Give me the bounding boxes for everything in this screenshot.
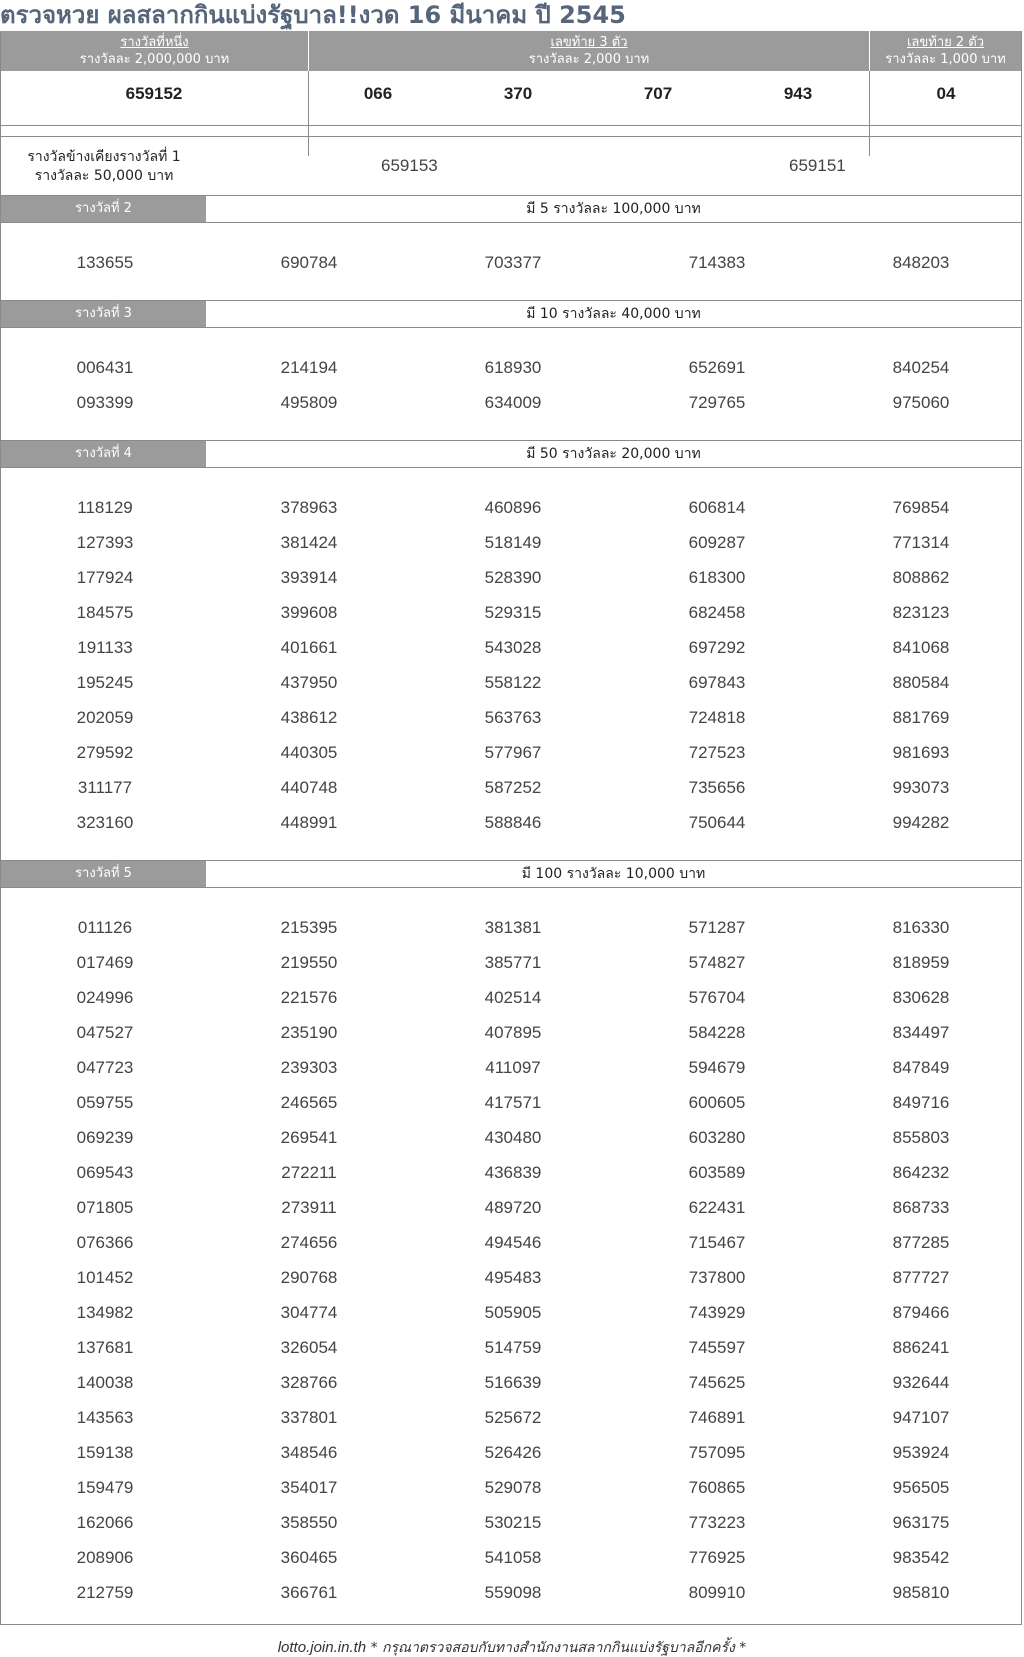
prize-number: 528390 <box>484 568 542 587</box>
prize-number: 932644 <box>892 1373 950 1392</box>
prize-number: 697292 <box>688 638 746 657</box>
table-row <box>1 953 1021 988</box>
prize-number: 881769 <box>892 708 950 727</box>
prize-number: 855803 <box>892 1128 950 1147</box>
prize-number: 587252 <box>484 778 542 797</box>
prize-number: 529078 <box>484 1478 542 1497</box>
prize-number: 279592 <box>76 743 134 762</box>
prize-number: 563763 <box>484 708 542 727</box>
prize-number: 773223 <box>688 1513 746 1532</box>
table-row <box>1 743 1021 778</box>
last3-label[interactable]: เลขท้าย 3 ตัว <box>550 35 628 50</box>
prize-number: 886241 <box>892 1338 950 1357</box>
first-prize-label[interactable]: รางวัลที่หนึ่ง <box>120 35 189 50</box>
table-row <box>1 253 1021 288</box>
prize-number: 588846 <box>484 813 542 832</box>
prize-number: 618300 <box>688 568 746 587</box>
prize-number: 366761 <box>280 1583 338 1602</box>
footer <box>0 1637 1024 1657</box>
last3-number: 066 <box>363 84 393 103</box>
first-prize-header <box>1 31 308 71</box>
prize-number: 737800 <box>688 1268 746 1287</box>
prize-number: 348546 <box>280 1443 338 1462</box>
prize-number: 745625 <box>688 1373 746 1392</box>
prize-number: 290768 <box>280 1268 338 1287</box>
prize-number: 393914 <box>280 568 338 587</box>
table-row <box>1 1443 1021 1478</box>
last2-amount: รางวัลละ 1,000 บาท <box>885 52 1006 67</box>
prize2-header <box>1 195 1021 223</box>
prize-number: 879466 <box>892 1303 950 1322</box>
table-row <box>1 1268 1021 1303</box>
prize-number: 743929 <box>688 1303 746 1322</box>
table-row <box>1 813 1021 848</box>
prize2-desc: มี 5 รางวัลละ 100,000 บาท <box>526 201 701 217</box>
prize-number: 069543 <box>76 1163 134 1182</box>
divider <box>308 71 309 156</box>
prize-number: 530215 <box>484 1513 542 1532</box>
prize-number: 438612 <box>280 708 338 727</box>
prize-number: 134982 <box>76 1303 134 1322</box>
prize-number: 440748 <box>280 778 338 797</box>
prize-number: 212759 <box>76 1583 134 1602</box>
table-row <box>1 638 1021 673</box>
prize-number: 399608 <box>280 603 338 622</box>
prize-number: 214194 <box>280 358 338 377</box>
last2-number: 04 <box>936 84 956 103</box>
prize-number: 436839 <box>484 1163 542 1182</box>
table-row <box>1 1093 1021 1128</box>
prize-number: 024996 <box>76 988 134 1007</box>
table-row <box>1 1198 1021 1233</box>
prize-number: 516639 <box>484 1373 542 1392</box>
divider <box>1 125 1021 126</box>
prize-number: 381381 <box>484 918 542 937</box>
prize-number: 994282 <box>892 813 950 832</box>
prize-number: 208906 <box>76 1548 134 1567</box>
prize-number: 735656 <box>688 778 746 797</box>
prize-number: 577967 <box>484 743 542 762</box>
prize-number: 354017 <box>280 1478 338 1497</box>
near-first-number: 659151 <box>789 156 846 175</box>
prize-number: 559098 <box>484 1583 542 1602</box>
prize-number: 864232 <box>892 1163 950 1182</box>
prize-number: 541058 <box>484 1548 542 1567</box>
prize-number: 059755 <box>76 1093 134 1112</box>
prize-number: 956505 <box>892 1478 950 1497</box>
prize-number: 239303 <box>280 1058 338 1077</box>
prize-number: 823123 <box>892 603 950 622</box>
prize5-header <box>1 860 1021 888</box>
prize-number: 489720 <box>484 1198 542 1217</box>
table-row <box>1 673 1021 708</box>
page-title: ตรวจหวย ผลสลากกินแบ่งรัฐบาล!!งวด 16 มีนาคม ปี 2545 <box>0 1 626 29</box>
prize-number: 047527 <box>76 1023 134 1042</box>
prize-number: 101452 <box>76 1268 134 1287</box>
prize-number: 417571 <box>484 1093 542 1112</box>
table-row <box>1 1163 1021 1198</box>
prize-number: 576704 <box>688 988 746 1007</box>
prize-number: 017469 <box>76 953 134 972</box>
prize2-label: รางวัลที่ 2 <box>1 196 206 222</box>
results-table <box>0 31 1022 1625</box>
prize-number: 495483 <box>484 1268 542 1287</box>
prize-number: 750644 <box>688 813 746 832</box>
prize-number: 273911 <box>281 1198 337 1217</box>
prize-number: 652691 <box>688 358 746 377</box>
prize-number: 411097 <box>485 1058 541 1077</box>
prize-number: 543028 <box>484 638 542 657</box>
prize-number: 518149 <box>484 533 542 552</box>
table-row <box>1 393 1021 428</box>
table-row <box>1 568 1021 603</box>
prize4-desc: มี 50 รางวัลละ 20,000 บาท <box>526 446 701 462</box>
prize-number: 378963 <box>280 498 338 517</box>
prize-number: 385771 <box>484 953 542 972</box>
prize-number: 323160 <box>76 813 134 832</box>
prize-number: 246565 <box>280 1093 338 1112</box>
prize-number: 609287 <box>688 533 746 552</box>
prize5-grid <box>1 918 1021 1618</box>
prize-number: 622431 <box>688 1198 746 1217</box>
prize-number: 076366 <box>76 1233 134 1252</box>
prize-number: 834497 <box>892 1023 950 1042</box>
table-row <box>1 1023 1021 1058</box>
first-prize-amount: รางวัลละ 2,000,000 บาท <box>79 52 230 67</box>
prize-number: 526426 <box>484 1443 542 1462</box>
divider <box>869 71 870 156</box>
prize-number: 848203 <box>892 253 950 272</box>
prize-number: 606814 <box>688 498 746 517</box>
prize-number: 529315 <box>484 603 542 622</box>
prize-number: 841068 <box>892 638 950 657</box>
prize-number: 269541 <box>280 1128 338 1147</box>
prize-number: 118129 <box>77 498 133 517</box>
table-row <box>1 1338 1021 1373</box>
prize-number: 525672 <box>484 1408 542 1427</box>
prize4-grid <box>1 498 1021 848</box>
prize4-header <box>1 440 1021 468</box>
prize3-header <box>1 300 1021 328</box>
prize-number: 690784 <box>280 253 338 272</box>
prize-number: 571287 <box>688 918 746 937</box>
table-row <box>1 1548 1021 1583</box>
prize-number: 069239 <box>76 1128 134 1147</box>
prize-number: 407895 <box>484 1023 542 1042</box>
first-prize-number: 659152 <box>125 84 183 103</box>
prize-number: 729765 <box>688 393 746 412</box>
table-row <box>1 1233 1021 1268</box>
prize-number: 401661 <box>280 638 338 657</box>
last2-header <box>870 31 1021 71</box>
prize-number: 272211 <box>281 1163 337 1182</box>
prize-number: 715467 <box>688 1233 746 1252</box>
last3-number: 943 <box>783 84 813 103</box>
prize-number: 381424 <box>280 533 338 552</box>
prize-number: 430480 <box>484 1128 542 1147</box>
table-row <box>1 1478 1021 1513</box>
prize-number: 440305 <box>280 743 338 762</box>
prize-number: 360465 <box>280 1548 338 1567</box>
prize5-label: รางวัลที่ 5 <box>1 861 206 887</box>
prize-number: 505905 <box>484 1303 542 1322</box>
prize-number: 337801 <box>280 1408 338 1427</box>
prize-number: 618930 <box>484 358 542 377</box>
prize-number: 985810 <box>892 1583 950 1602</box>
prize-number: 703377 <box>484 253 542 272</box>
last3-header <box>309 31 869 71</box>
prize-number: 769854 <box>892 498 950 517</box>
near-first-title: รางวัลข้างเคียงรางวัลที่ 1 <box>27 149 181 165</box>
table-row <box>1 1583 1021 1618</box>
prize-number: 127393 <box>76 533 134 552</box>
prize-number: 682458 <box>688 603 746 622</box>
prize-number: 877727 <box>892 1268 950 1287</box>
table-row <box>1 918 1021 953</box>
prize-number: 202059 <box>76 708 134 727</box>
prize5-desc: มี 100 รางวัลละ 10,000 บาท <box>521 866 706 882</box>
prize-number: 697843 <box>688 673 746 692</box>
last3-number: 707 <box>643 84 673 103</box>
prize-number: 328766 <box>280 1373 338 1392</box>
table-row <box>1 603 1021 638</box>
footer-site-link[interactable]: lotto.join.in.th <box>277 1639 367 1656</box>
prize-number: 868733 <box>892 1198 950 1217</box>
prize-number: 071805 <box>76 1198 134 1217</box>
prize-number: 849716 <box>892 1093 950 1112</box>
prize3-grid <box>1 358 1021 428</box>
table-row <box>1 1408 1021 1443</box>
prize-number: 963175 <box>892 1513 950 1532</box>
prize-number: 011126 <box>77 918 133 937</box>
prize-number: 215395 <box>280 918 338 937</box>
prize-number: 221576 <box>280 988 338 1007</box>
prize-number: 133655 <box>76 253 134 272</box>
prize-number: 840254 <box>892 358 950 377</box>
prize-number: 947107 <box>892 1408 950 1427</box>
prize-number: 137681 <box>76 1338 134 1357</box>
table-row <box>1 708 1021 743</box>
prize-number: 594679 <box>688 1058 746 1077</box>
table-row <box>1 498 1021 533</box>
prize-number: 574827 <box>688 953 746 972</box>
prize-number: 746891 <box>688 1408 746 1427</box>
prize-number: 093399 <box>76 393 134 412</box>
prize-number: 460896 <box>484 498 542 517</box>
prize4-label: รางวัลที่ 4 <box>1 441 206 467</box>
prize-number: 975060 <box>892 393 950 412</box>
prize-number: 162066 <box>76 1513 134 1532</box>
prize-number: 311177 <box>77 778 133 797</box>
prize2-grid <box>1 253 1021 288</box>
last2-label[interactable]: เลขท้าย 2 ตัว <box>906 35 985 50</box>
prize-number: 603589 <box>688 1163 746 1182</box>
prize-number: 830628 <box>892 988 950 1007</box>
prize-number: 600605 <box>688 1093 746 1112</box>
prize-number: 880584 <box>892 673 950 692</box>
prize-number: 877285 <box>892 1233 950 1252</box>
prize-number: 809910 <box>688 1583 746 1602</box>
prize-number: 603280 <box>688 1128 746 1147</box>
prize-number: 816330 <box>892 918 950 937</box>
last3-amount: รางวัลละ 2,000 บาท <box>528 52 650 67</box>
prize-number: 159479 <box>76 1478 134 1497</box>
prize-number: 006431 <box>76 358 134 377</box>
prize-number: 847849 <box>892 1058 950 1077</box>
prize-number: 448991 <box>280 813 338 832</box>
prize-number: 191133 <box>77 638 133 657</box>
divider <box>1 136 1021 137</box>
prize-number: 494546 <box>484 1233 542 1252</box>
prize-number: 776925 <box>688 1548 746 1567</box>
prize-number: 143563 <box>76 1408 134 1427</box>
table-row <box>1 1373 1021 1408</box>
prize-number: 402514 <box>484 988 542 1007</box>
prize-number: 514759 <box>484 1338 542 1357</box>
table-row <box>1 1128 1021 1163</box>
prize3-label: รางวัลที่ 3 <box>1 301 206 327</box>
prize-number: 981693 <box>892 743 950 762</box>
prize-number: 304774 <box>280 1303 338 1322</box>
prize-number: 993073 <box>892 778 950 797</box>
prize-number: 771314 <box>892 533 950 552</box>
prize-number: 159138 <box>76 1443 134 1462</box>
prize-number: 818959 <box>892 953 950 972</box>
near-first-label <box>1 148 207 186</box>
prize-number: 274656 <box>280 1233 338 1252</box>
table-row <box>1 1058 1021 1093</box>
table-row <box>1 778 1021 813</box>
prize-number: 953924 <box>892 1443 950 1462</box>
footer-note: * กรุณาตรวจสอบกับทางสำนักงานสลากกินแบ่งรัฐบาลอีกครั้ง * <box>370 1640 747 1656</box>
table-row <box>1 1303 1021 1338</box>
prize-number: 495809 <box>280 393 338 412</box>
prize-number: 437950 <box>280 673 338 692</box>
prize-number: 584228 <box>688 1023 746 1042</box>
prize-number: 745597 <box>688 1338 746 1357</box>
table-row <box>1 358 1021 393</box>
table-row <box>1 1513 1021 1548</box>
prize-number: 808862 <box>892 568 950 587</box>
prize-number: 326054 <box>280 1338 338 1357</box>
prize-number: 757095 <box>688 1443 746 1462</box>
prize-number: 558122 <box>484 673 542 692</box>
prize-number: 358550 <box>280 1513 338 1532</box>
prize-number: 219550 <box>280 953 338 972</box>
last3-number: 370 <box>503 84 533 103</box>
prize-number: 760865 <box>688 1478 746 1497</box>
prize-number: 140038 <box>76 1373 134 1392</box>
table-row <box>1 533 1021 568</box>
table-row <box>1 988 1021 1023</box>
prize-number: 983542 <box>892 1548 950 1567</box>
prize-number: 195245 <box>76 673 134 692</box>
prize-number: 177924 <box>76 568 134 587</box>
prize-number: 235190 <box>280 1023 338 1042</box>
prize-number: 634009 <box>484 393 542 412</box>
near-first-amount: รางวัลละ 50,000 บาท <box>34 168 174 184</box>
prize-number: 047723 <box>76 1058 134 1077</box>
prize3-desc: มี 10 รางวัลละ 40,000 บาท <box>526 306 701 322</box>
prize-number: 727523 <box>688 743 746 762</box>
prize-number: 184575 <box>76 603 134 622</box>
prize-number: 724818 <box>688 708 746 727</box>
near-first-number: 659153 <box>381 156 438 175</box>
prize-number: 714383 <box>688 253 746 272</box>
